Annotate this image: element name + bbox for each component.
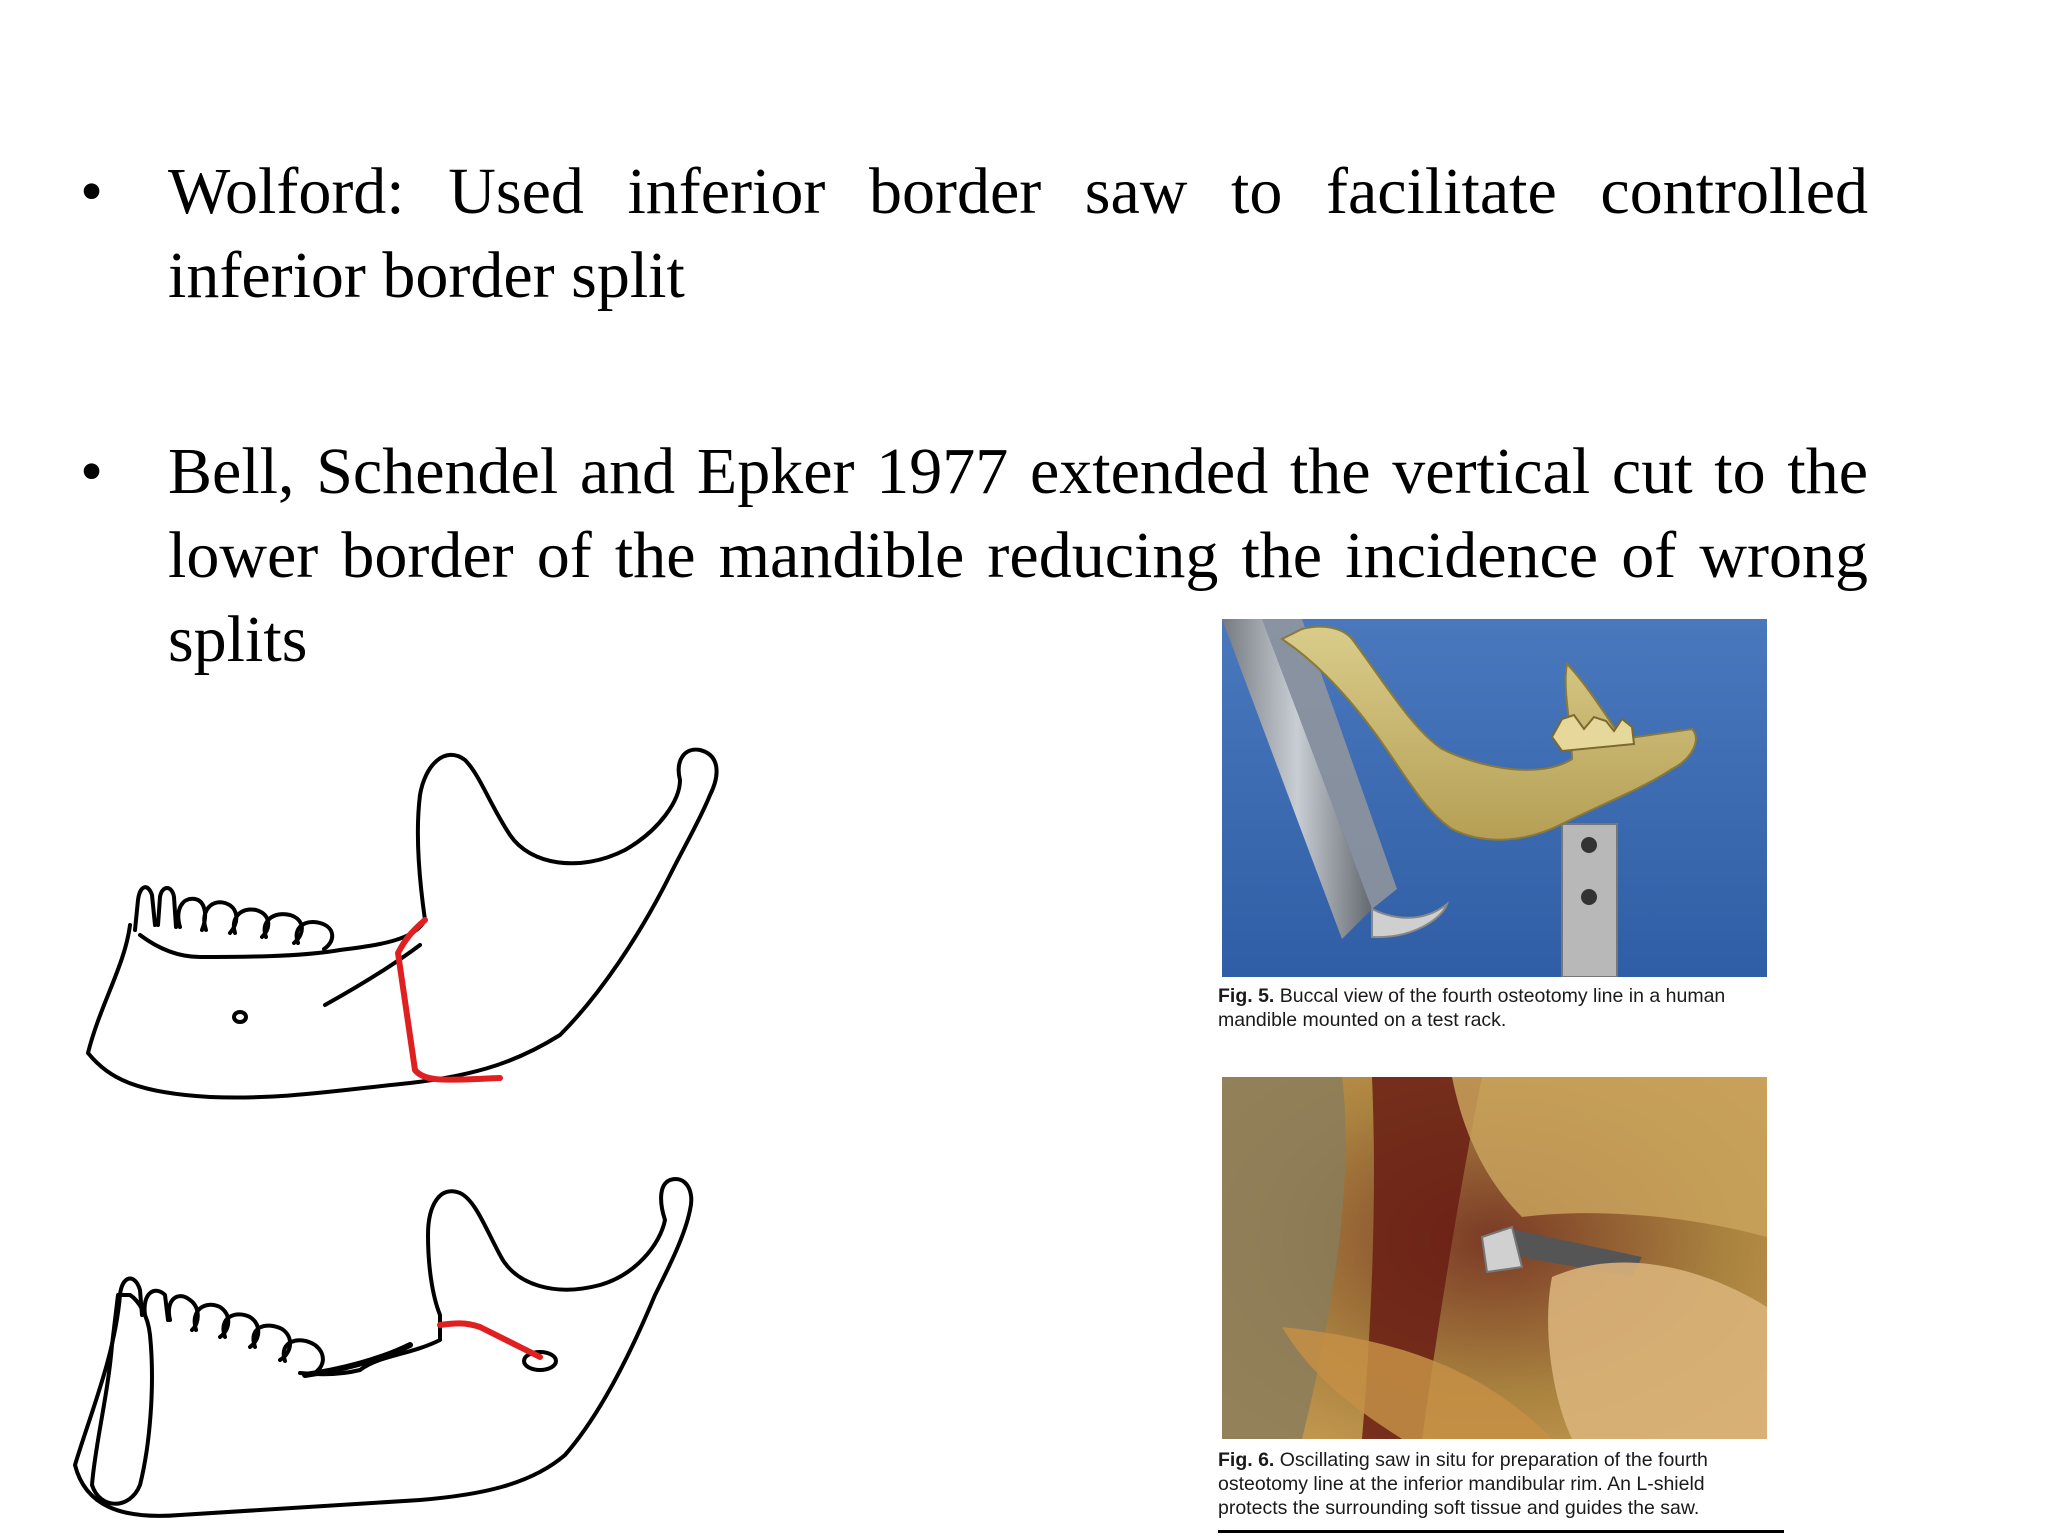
mandible-drawing-horizontal-cut [60,1165,720,1535]
teeth-outline [135,887,332,949]
bullet-wolford [80,150,1880,318]
figure-5-caption [1218,984,1778,1032]
mandible-outline [75,1179,691,1516]
bullet-marker: • [80,155,104,228]
figure-5-label: Fig. 5. [1218,985,1275,1007]
mandible-outline [88,750,717,1098]
mandible-drawing-vertical-cut [80,735,740,1115]
photo-oscillating-saw-in-situ [1222,1077,1767,1439]
mental-foramen [234,1012,246,1022]
figure-5-text: Buccal view of the fourth osteotomy line in a human mandible mounted on a test rack. [1218,985,1726,1031]
photo-illustration [1222,1077,1767,1439]
bullet-text: Bell, Schendel and Epker 1977 extended the vertical cut to the lower border of the mandible reducing the incidence of wrong splits [168,435,1868,676]
bullet-text: Wolford: Used inferior border saw to facilitate controlled inferior border split [168,155,1868,312]
osteotomy-line [440,1323,540,1357]
caption-rule [1218,1530,1784,1533]
photo-illustration [1222,619,1767,977]
bullet-marker: • [80,435,104,508]
figure-6-text: Oscillating saw in situ for preparation of the fourth osteotomy line at the inferior mandibular rim. An L-shield protects the surrounding soft tissue and guides the saw. [1218,1449,1708,1519]
figure-6-caption [1218,1448,1778,1520]
osteotomy-line [398,920,500,1080]
photo-mandible-test-rack [1222,619,1767,977]
figure-6-label: Fig. 6. [1218,1449,1275,1471]
symphysis-outline [92,1295,152,1504]
